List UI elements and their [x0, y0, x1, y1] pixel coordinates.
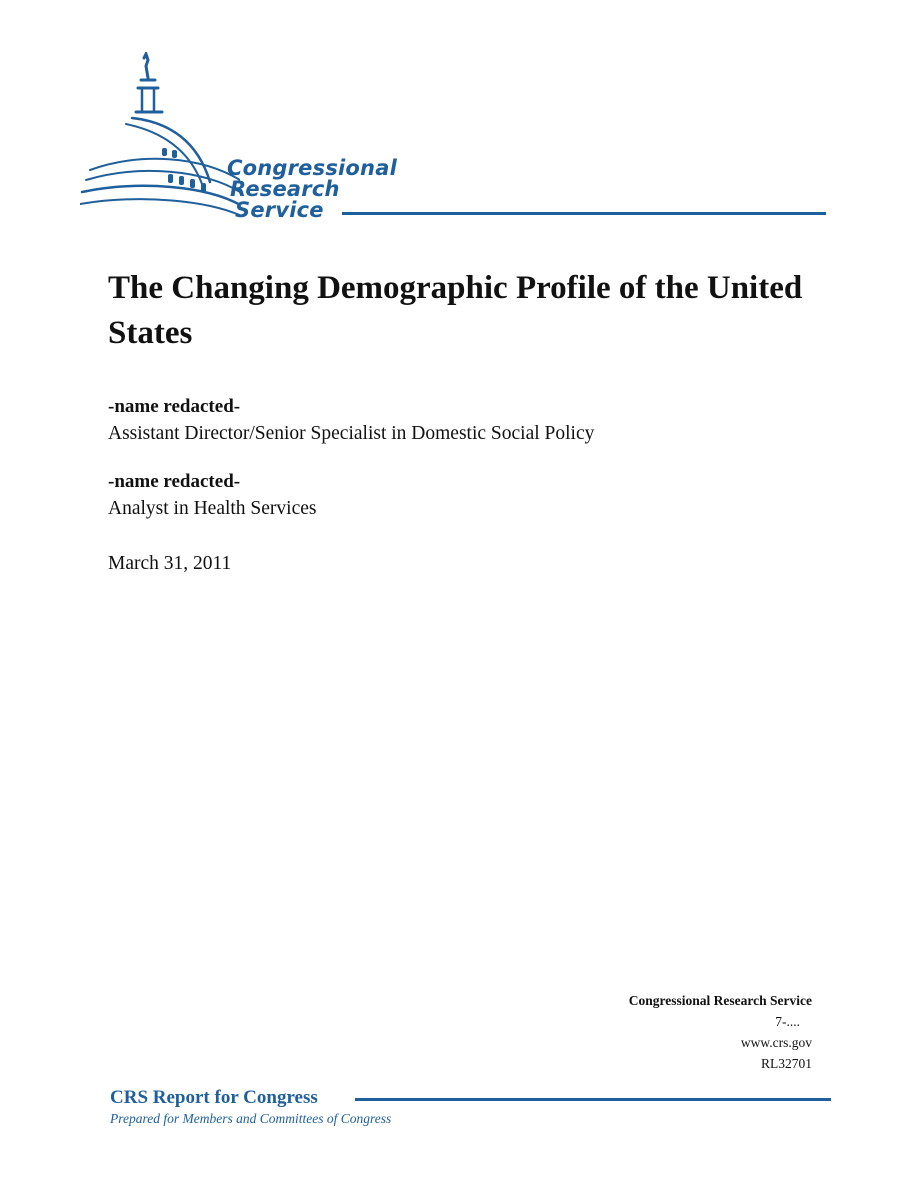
crs-number: 7-.... [775, 1014, 800, 1029]
crs-report-subtitle: Prepared for Members and Committees of Congress [110, 1111, 392, 1126]
report-title: The Changing Demographic Profile of the United States [108, 270, 803, 351]
logo-line-2: Research [230, 177, 340, 201]
logo-line-1: Congressional [227, 156, 397, 180]
capitol-dome-icon [80, 52, 240, 227]
crs-website: www.crs.gov [740, 1035, 812, 1050]
logo-rule [342, 212, 826, 215]
crs-report-label: CRS Report for Congress [110, 1087, 318, 1108]
author-role-1: Assistant Director/Senior Specialist in Domestic Social Policy [108, 423, 595, 444]
logo-line-3: Service [235, 198, 324, 222]
author-name-2: -name redacted- [108, 471, 241, 492]
crs-info-block [629, 990, 812, 1074]
author-role-2: Analyst in Health Services [108, 498, 317, 519]
footer-rule [355, 1098, 831, 1101]
crs-report-id: RL32701 [760, 1056, 812, 1071]
crs-logo [80, 52, 830, 227]
author-name-1: -name redacted- [108, 396, 241, 417]
crs-org-name: Congressional Research Service [628, 993, 812, 1008]
report-date: March 31, 2011 [108, 553, 232, 574]
